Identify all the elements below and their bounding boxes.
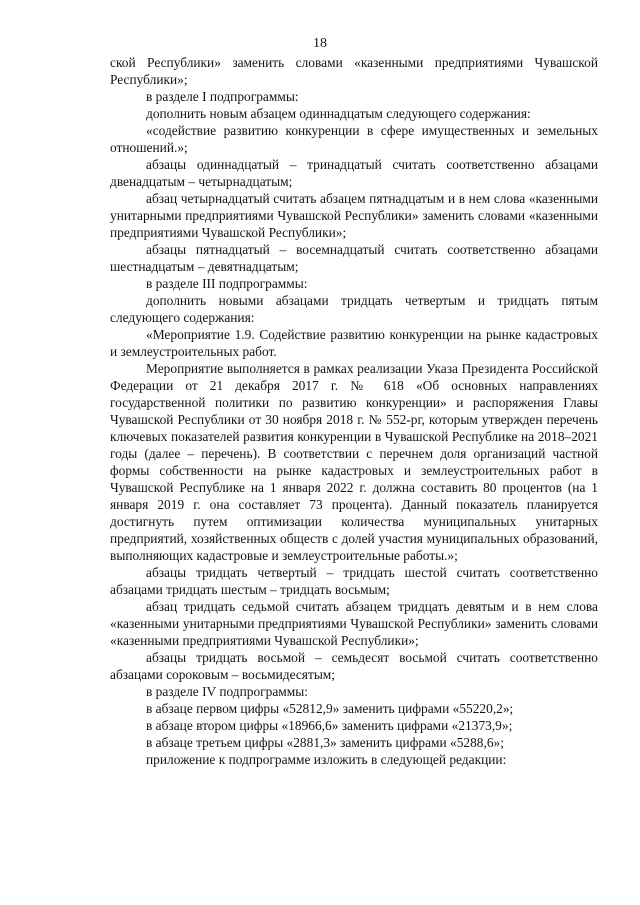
document-body	[110, 54, 598, 768]
paragraph: абзацы пятнадцатый – восемнадцатый считать соответственно абзацами шестнадцатым – девятнадцатым;	[110, 242, 598, 274]
paragraph: абзац тридцать седьмой считать абзацем тридцать девятым и в нем слова «казенными унитарными предприятиями Чувашской Республики» заменить словами «казенными предприятиями Чувашской Республики»;	[110, 599, 598, 648]
paragraph: абзац четырнадцатый считать абзацем пятнадцатым и в нем слова «казенными унитарными предприятиями Чувашской Республики» заменить словами «казенными предприятиями Чувашской Республики»;	[110, 191, 598, 240]
paragraph-continuation: ской Республики» заменить словами «казенными предприятиями Чувашской Республики»;	[110, 55, 598, 87]
paragraph: в абзаце первом цифры «52812,9» заменить цифрами «55220,2»;	[146, 701, 514, 716]
paragraph: абзацы тридцать восьмой – семьдесят восьмой считать соответственно абзацами сороковым – восьмидесятым;	[110, 650, 598, 682]
paragraph: в разделе IV подпрограммы:	[146, 684, 308, 699]
paragraph: дополнить новыми абзацами тридцать четвертым и тридцать пятым следующего содержания:	[110, 293, 598, 325]
page-number: 18	[313, 36, 327, 51]
paragraph: дополнить новым абзацем одиннадцатым следующего содержания:	[146, 106, 531, 121]
paragraph: абзацы одиннадцатый – тринадцатый считать соответственно абзацами двенадцатым – четырнадцатым;	[110, 157, 598, 189]
paragraph: «содействие развитию конкуренции в сфере имущественных и земельных отношений.»;	[110, 123, 598, 155]
paragraph: Мероприятие выполняется в рамках реализации Указа Президента Российской Федерации от 21 декабря 2017 г. № 618 «Об основных направлениях государственной политики по развитию конкуренции» и распоряжения Главы Чувашской Республики от 30 ноября 2018 г. № 552-рг, которым утвержден перечень ключевых показателей развития конкуренции в Чувашской Республике на 2018–2021 годы (далее – перечень). В соответствии с перечнем доля организаций частной формы собственности на рынке кадастровых и землеустроительных работ в Чувашской Республике на 1 января 2022 г. должна составить 80 процентов (на 1 января 2019 г. она составляет 73 процента). Данный показатель планируется достигнуть путем оптимизации количества муниципальных унитарных предприятий, хозяйственных обществ с долей участия муниципальных образований, выполняющих кадастровые и землеустроительные работы.»;	[110, 361, 598, 563]
paragraph: в разделе III подпрограммы:	[146, 276, 308, 291]
paragraph: «Мероприятие 1.9. Содействие развитию конкуренции на рынке кадастровых и землеустроительных работ.	[110, 327, 598, 359]
paragraph: в абзаце третьем цифры «2881,3» заменить цифрами «5288,6»;	[146, 735, 504, 750]
paragraph: в разделе I подпрограммы:	[146, 89, 299, 104]
paragraph: абзацы тридцать четвертый – тридцать шестой считать соответственно абзацами тридцать шестым – тридцать восьмым;	[110, 565, 598, 597]
paragraph: в абзаце втором цифры «18966,6» заменить цифрами «21373,9»;	[146, 718, 513, 733]
paragraph: приложение к подпрограмме изложить в следующей редакции:	[146, 752, 507, 767]
